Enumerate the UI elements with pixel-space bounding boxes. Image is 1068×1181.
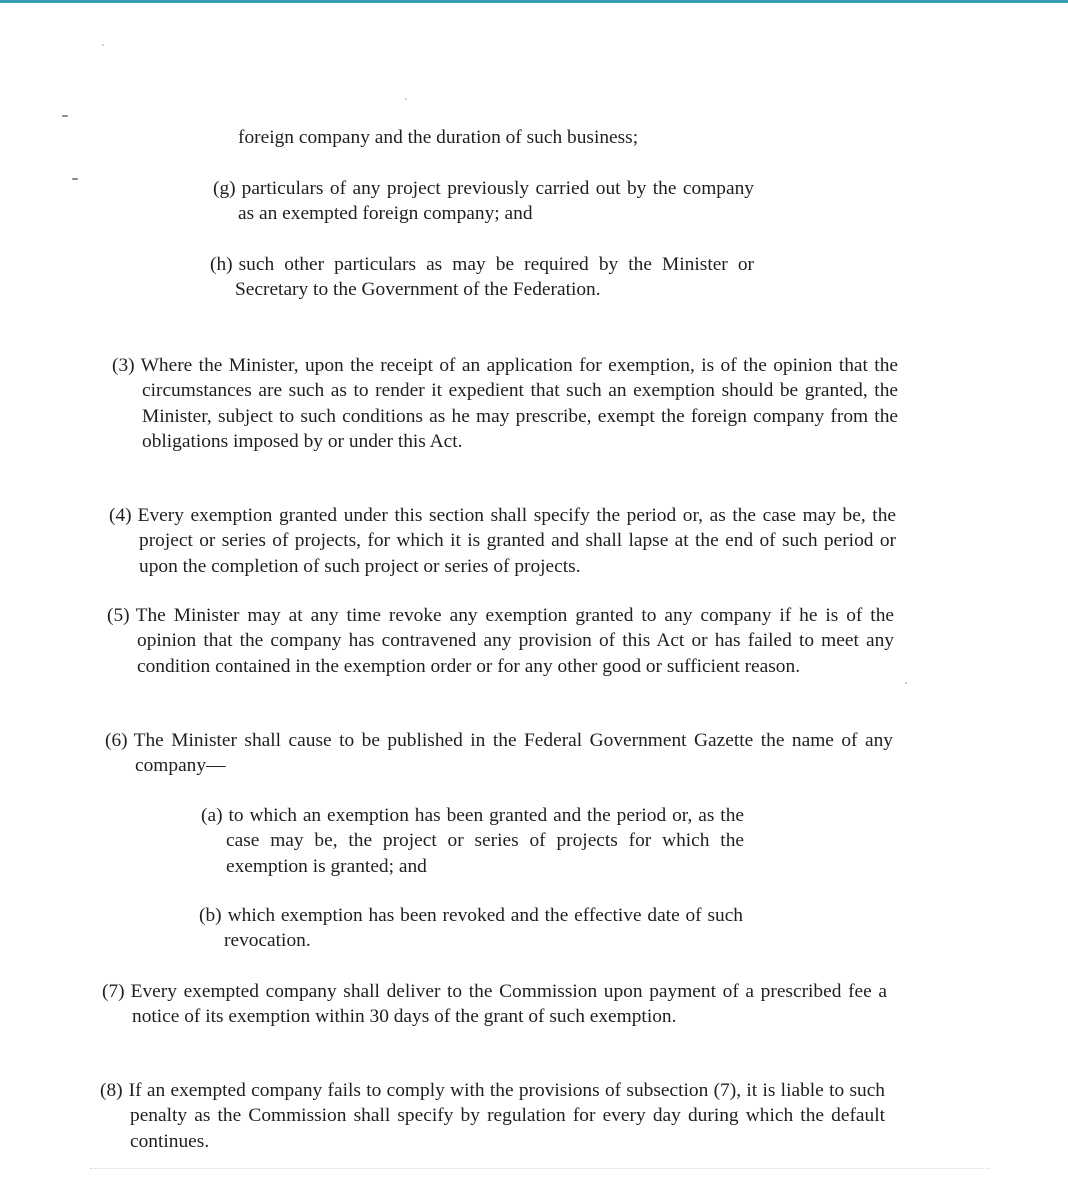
clause-text: such other particulars as may be required by the Minister or Secretary to the Government of the Federation. [235,254,754,301]
clause-text: particulars of any project previously carried out by the company as an exempted foreign company; and [238,178,754,225]
scan-mark [72,178,78,180]
subsection-5 [107,603,894,679]
subsection-text: The Minister shall cause to be published in the Federal Government Gazette the name of any company— [133,730,893,777]
subsection-label: (3) [112,355,135,376]
clause-label: (g) [213,178,236,199]
subsection-text: Every exemption granted under this section shall specify the period or, as the case may be, the project or series of projects, for which it is granted and shall lapse at the end of such period or upon the completion of such project or series of projects. [137,505,896,577]
subsection-8 [100,1078,885,1154]
subsection-label: (4) [109,505,132,526]
paragraph-label: (b) [199,905,222,926]
subsection-7 [102,979,887,1030]
subsection-6 [105,728,893,779]
scan-mark [405,98,407,100]
subsection-text: Every exempted company shall deliver to the Commission upon payment of a prescribed fee a notice of its exemption within 30 days of the grant of such exemption. [130,981,887,1028]
paragraph-label: (a) [201,805,223,826]
paragraph-b [199,903,743,954]
clause-g [213,176,754,227]
cut-off-line-remnant [90,1168,990,1173]
clause-f-continuation: foreign company and the duration of such business; [238,127,639,148]
paragraph-a [201,803,744,879]
subsection-label: (6) [105,730,128,751]
subsection-label: (8) [100,1080,123,1101]
subsection-text: Where the Minister, upon the receipt of an application for exemption, is of the opinion that the circumstances are such as to render it expedient that such an exemption should be granted, the Minister, subject to such conditions as he may prescribe, exempt the foreign company from the obligations imposed by or under this Act. [140,355,898,452]
scan-mark [62,115,68,117]
scan-mark [905,682,907,684]
subsection-3 [112,353,898,454]
subsection-text: If an exempted company fails to comply with the provisions of subsection (7), it is liable to such penalty as the Commission shall specify by regulation for every day during which the default continues. [128,1080,885,1152]
subsection-label: (7) [102,981,125,1002]
scan-mark [102,44,104,46]
subsection-text: The Minister may at any time revoke any exemption granted to any company if he is of the opinion that the company has contravened any provision of this Act or has failed to meet any condition contained in the exemption order or for any other good or sufficient reason. [135,605,894,677]
subsection-4 [109,503,896,579]
clause-label: (h) [210,254,233,275]
clause-h [210,252,754,303]
paragraph-text: which exemption has been revoked and the effective date of such revocation. [224,905,743,952]
subsection-label: (5) [107,605,130,626]
paragraph-text: to which an exemption has been granted and the period or, as the case may be, the project or series of projects for which the exemption is granted; and [226,805,744,877]
